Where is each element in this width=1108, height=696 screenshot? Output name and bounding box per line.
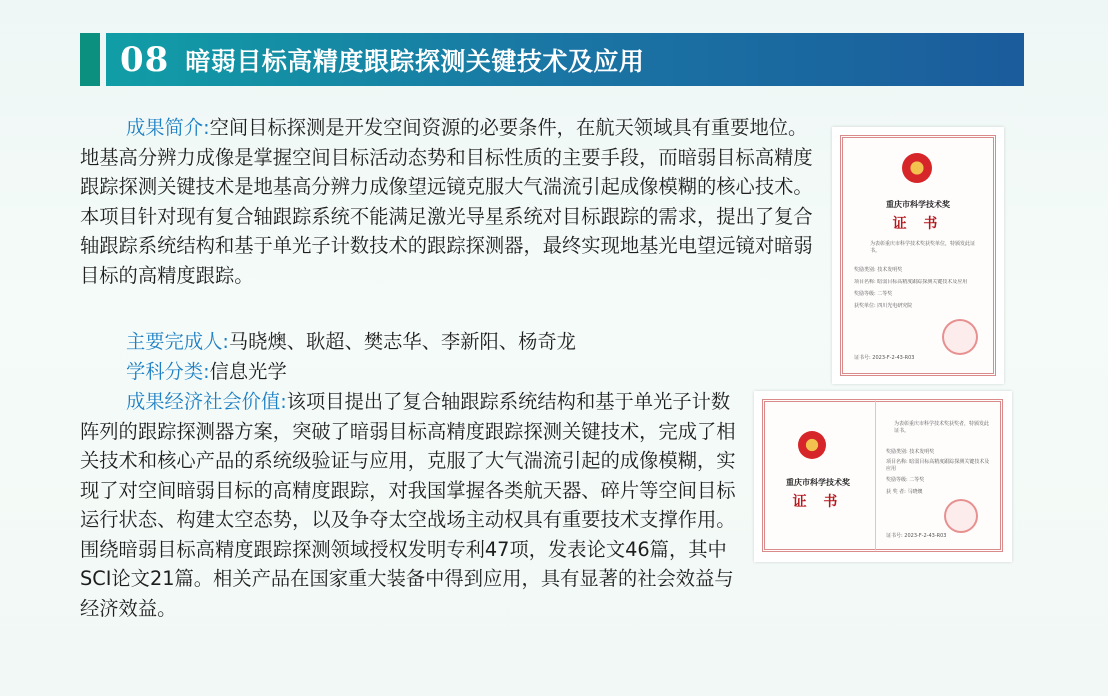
header-accent-bar: [80, 33, 100, 86]
value-label: 成果经济社会价值:: [126, 390, 287, 413]
discipline-line: [80, 357, 818, 387]
value-text: 该项目提出了复合轴跟踪系统结构和基于单光子计数阵列的跟踪探测器方案，突破了暗弱目标高精度跟踪探测关键技术，完成了相关技术和核心产品的系统级验证与应用，克服了大气湍流引起的成像模糊，实现了对空间暗弱目标的高精度跟踪，对我国掌握各类航天器、碎片等空间目标运行状态、构建太空态势，以及争夺太空战场主动权具有重要技术支撑作用。围绕暗弱目标高精度跟踪探测领域授权发明专利47项，发表论文46篇，其中SCI论文21篇。相关产品在国家重大装备中得到应用，具有显著的社会效益与经济效益。: [80, 390, 736, 620]
certificate-line: 为表彰重庆市科学技术奖获奖单位，特颁发此证书。: [870, 241, 976, 254]
certificate-serial: 证书号: 2023-F-2-43-R03: [886, 533, 947, 539]
certificate-line: 项目名称: 暗弱目标高精度跟踪探测关键技术及应用: [854, 279, 968, 285]
summary-label: 成果简介:: [126, 116, 210, 139]
red-seal-stamp: [944, 499, 978, 533]
discipline-label: 学科分类:: [126, 360, 210, 383]
section-number: 08: [120, 39, 170, 80]
certificate-serial: 证书号: 2023-F-2-43-R03: [854, 355, 915, 361]
certificate-line: 获奖单位: 四川光电研究院: [854, 303, 913, 309]
contributors-label: 主要完成人:: [126, 330, 229, 353]
contributors-line: [80, 327, 818, 357]
certificate-line: 奖励等级: 二等奖: [854, 291, 893, 297]
national-emblem-icon: [798, 431, 826, 459]
certificate-line: 奖励等级: 二等奖: [886, 477, 925, 483]
certificate-line: 获 奖 者: 马晓燠: [886, 489, 923, 495]
certificate-landscape: [754, 391, 1012, 562]
summary-paragraph: [80, 113, 818, 290]
certificate-left-panel: [762, 399, 875, 552]
certificate-big-title: 证 书: [892, 216, 944, 232]
certificate-line: 奖励类别: 技术发明奖: [886, 449, 935, 455]
certificate-portrait: [832, 127, 1004, 384]
certificate-line: 项目名称: 暗弱目标高精度跟踪探测关键技术及应用: [886, 459, 990, 472]
certificate-big-title: 证 书: [792, 494, 844, 510]
certificate-line: 为表彰重庆市科学技术奖获奖者，特颁发此证书。: [894, 421, 990, 434]
red-seal-stamp: [942, 319, 978, 355]
certificate-org-title: 重庆市科学技术奖: [886, 200, 950, 209]
contributors-text: 马晓燠、耿超、樊志华、李新阳、杨奇龙: [228, 330, 576, 353]
discipline-text: 信息光学: [209, 360, 287, 383]
section-title: 暗弱目标高精度跟踪探测关键技术及应用: [185, 46, 645, 76]
certificate-line: 奖励类别: 技术发明奖: [854, 267, 903, 273]
summary-text: 空间目标探测是开发空间资源的必要条件，在航天领域具有重要地位。地基高分辨力成像是掌握空间目标活动态势和目标性质的主要手段，而暗弱目标高精度跟踪探测关键技术是地基高分辨力成像望远镜克服大气湍流引起成像模糊的核心技术。本项目针对现有复合轴跟踪系统不能满足激光导星系统对目标跟踪的需求，提出了复合轴跟踪系统结构和基于单光子计数技术的跟踪探测器，最终实现地基光电望远镜对暗弱目标的高精度跟踪。: [80, 116, 813, 287]
certificate-org-title: 重庆市科学技术奖: [786, 478, 850, 487]
national-emblem-icon: [902, 153, 932, 183]
section-header: [80, 33, 1024, 86]
